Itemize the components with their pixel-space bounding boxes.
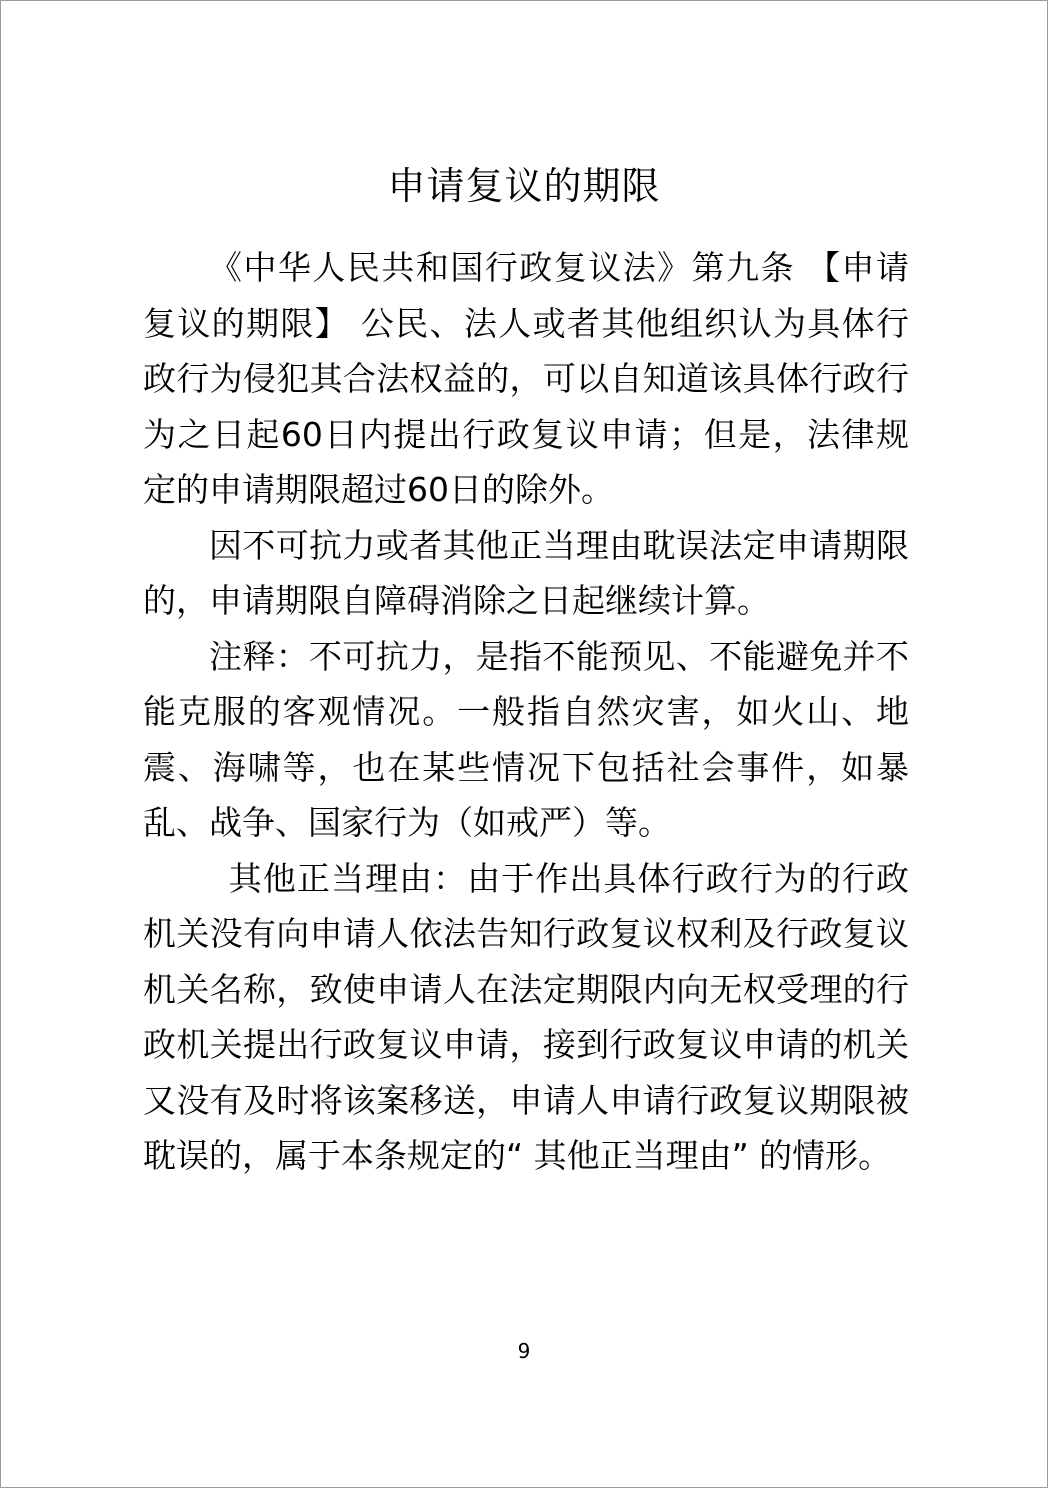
document-body xyxy=(143,240,909,1184)
paragraph-annotation: 注释：不可抗力，是指不能预见、不能避免并不能克服的客观情况。一般指自然灾害，如火山、地震、海啸等，也在某些情况下包括社会事件，如暴乱、战争、国家行为（如戒严）等。 xyxy=(143,636,909,842)
paragraph-force-majeure-clause: 因不可抗力或者其他正当理由耽误法定申请期限的，申请期限自障碍消除之日起继续计算。 xyxy=(143,525,909,620)
paragraph-other-reasons: 其他正当理由：由于作出具体行政行为的行政机关没有向申请人依法告知行政复议权利及行政复议机关名称，致使申请人在法定期限内向无权受理的行政机关提出行政复议申请，接到行政复议申请的机关又没有及时将该案移送，申请人申请行政复议期限被耽误的，属于本条规定的“ 其他正当理由” 的情形。 xyxy=(143,858,909,1175)
page-title: 申请复议的期限 xyxy=(387,164,661,208)
page-number: 9 xyxy=(517,1339,531,1363)
paragraph-article-9: 《中华人民共和国行政复议法》第九条 【申请复议的期限】 公民、法人或者其他组织认为具体行政行为侵犯其合法权益的，可以自知道该具体行政行为之日起60日内提出行政复议申请；但是，法律规定的申请期限超过60日的除外。 xyxy=(143,248,909,509)
